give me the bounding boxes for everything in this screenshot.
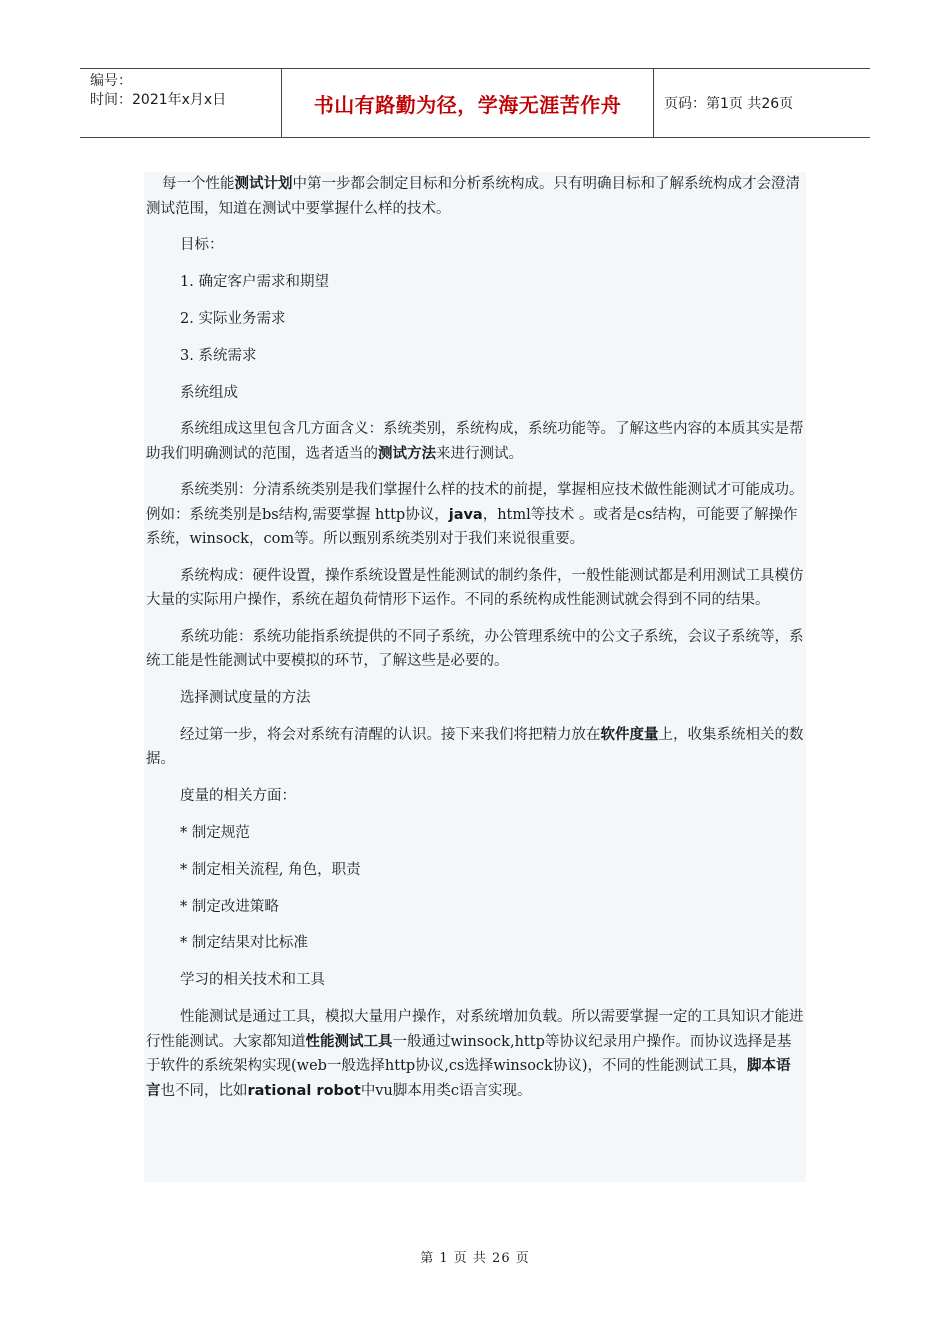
paragraph: 系统构成：硬件设置，操作系统设置是性能测试的制约条件，一般性能测试都是利用测试工具模仿大量的实际用户操作，系统在超负荷情形下运作。不同的系统构成性能测试就会得到不同的结果。	[146, 567, 804, 609]
list-item: * 制定结果对比标准	[180, 935, 308, 952]
paragraph: 经过第一步，将会对系统有清醒的认识。接下来我们将把精力放在软件度量上，收集系统相关的数据。	[146, 726, 804, 768]
paragraph: 系统类别：分清系统类别是我们掌握什么样的技术的前提，掌握相应技术做性能测试才可能成功。例如：系统类别是bs结构,需要掌握 http协议，java，html等技术 。或者是cs结构，可能要了解操作系统，winsock，com等。所以甄别系统类别对于我们来说很重要。	[146, 482, 804, 548]
list-item: * 制定相关流程, 角色，职责	[180, 861, 361, 878]
bold-term: 脚本语言	[146, 1058, 791, 1099]
number-label: 编号：	[90, 73, 132, 89]
document-header	[80, 68, 870, 138]
paragraph: 每一个性能测试计划中第一步都会制定目标和分析系统构成。只有明确目标和了解系统构成才会澄清测试范围，知道在测试中要掌握什么样的技术。	[146, 176, 800, 217]
list-item: * 制定改进策略	[180, 898, 279, 915]
list-item: 2. 实际业务需求	[180, 310, 286, 327]
date-label: 时间：2021年x月x日	[90, 92, 227, 108]
list-item: 3. 系统需求	[180, 347, 257, 364]
section-heading: 选择测试度量的方法	[180, 689, 311, 706]
header-meta	[80, 69, 282, 137]
list-item: 1. 确定客户需求和期望	[180, 273, 329, 290]
paragraph: 系统组成这里包含几方面含义：系统类别，系统构成，系统功能等。了解这些内容的本质其实是帮助我们明确测试的范围，选者适当的测试方法来进行测试。	[146, 421, 804, 462]
page-footer: 第 1 页 共 26 页	[420, 1251, 530, 1266]
page-info: 页码：第1页 共26页	[664, 96, 794, 112]
bold-term: 性能测试工具	[305, 1033, 393, 1050]
bold-term: 软件度量	[600, 726, 659, 743]
section-heading: 系统组成	[180, 384, 238, 401]
bold-term: rational robot	[247, 1082, 361, 1099]
motto: 书山有路勤为径，学海无涯苦作舟	[282, 69, 654, 137]
section-heading: 度量的相关方面：	[180, 787, 296, 804]
bold-term: 测试方法	[378, 445, 436, 462]
bold-term: java	[448, 506, 483, 523]
paragraph: 性能测试是通过工具，模拟大量用户操作，对系统增加负载。所以需要掌握一定的工具知识才能进行性能测试。大家都知道性能测试工具一般通过winsock,http等协议纪录用户操作。而协议选择是基于软件的系统架构实现(web一般选择http协议,cs选择winsock协议)，不同的性能测试工具，脚本语言也不同，比如rational robot中vu脚本用类c语言实现。	[146, 1009, 804, 1099]
article-body	[144, 172, 806, 1182]
list-item: * 制定规范	[180, 824, 250, 841]
bold-term: 测试计划	[234, 176, 293, 192]
goal-heading: 目标：	[180, 237, 224, 253]
paragraph: 系统功能：系统功能指系统提供的不同子系统，办公管理系统中的公文子系统，会议子系统等，系统工能是性能测试中要模拟的环节，了解这些是必要的。	[146, 628, 804, 670]
section-heading: 学习的相关技术和工具	[180, 972, 325, 989]
